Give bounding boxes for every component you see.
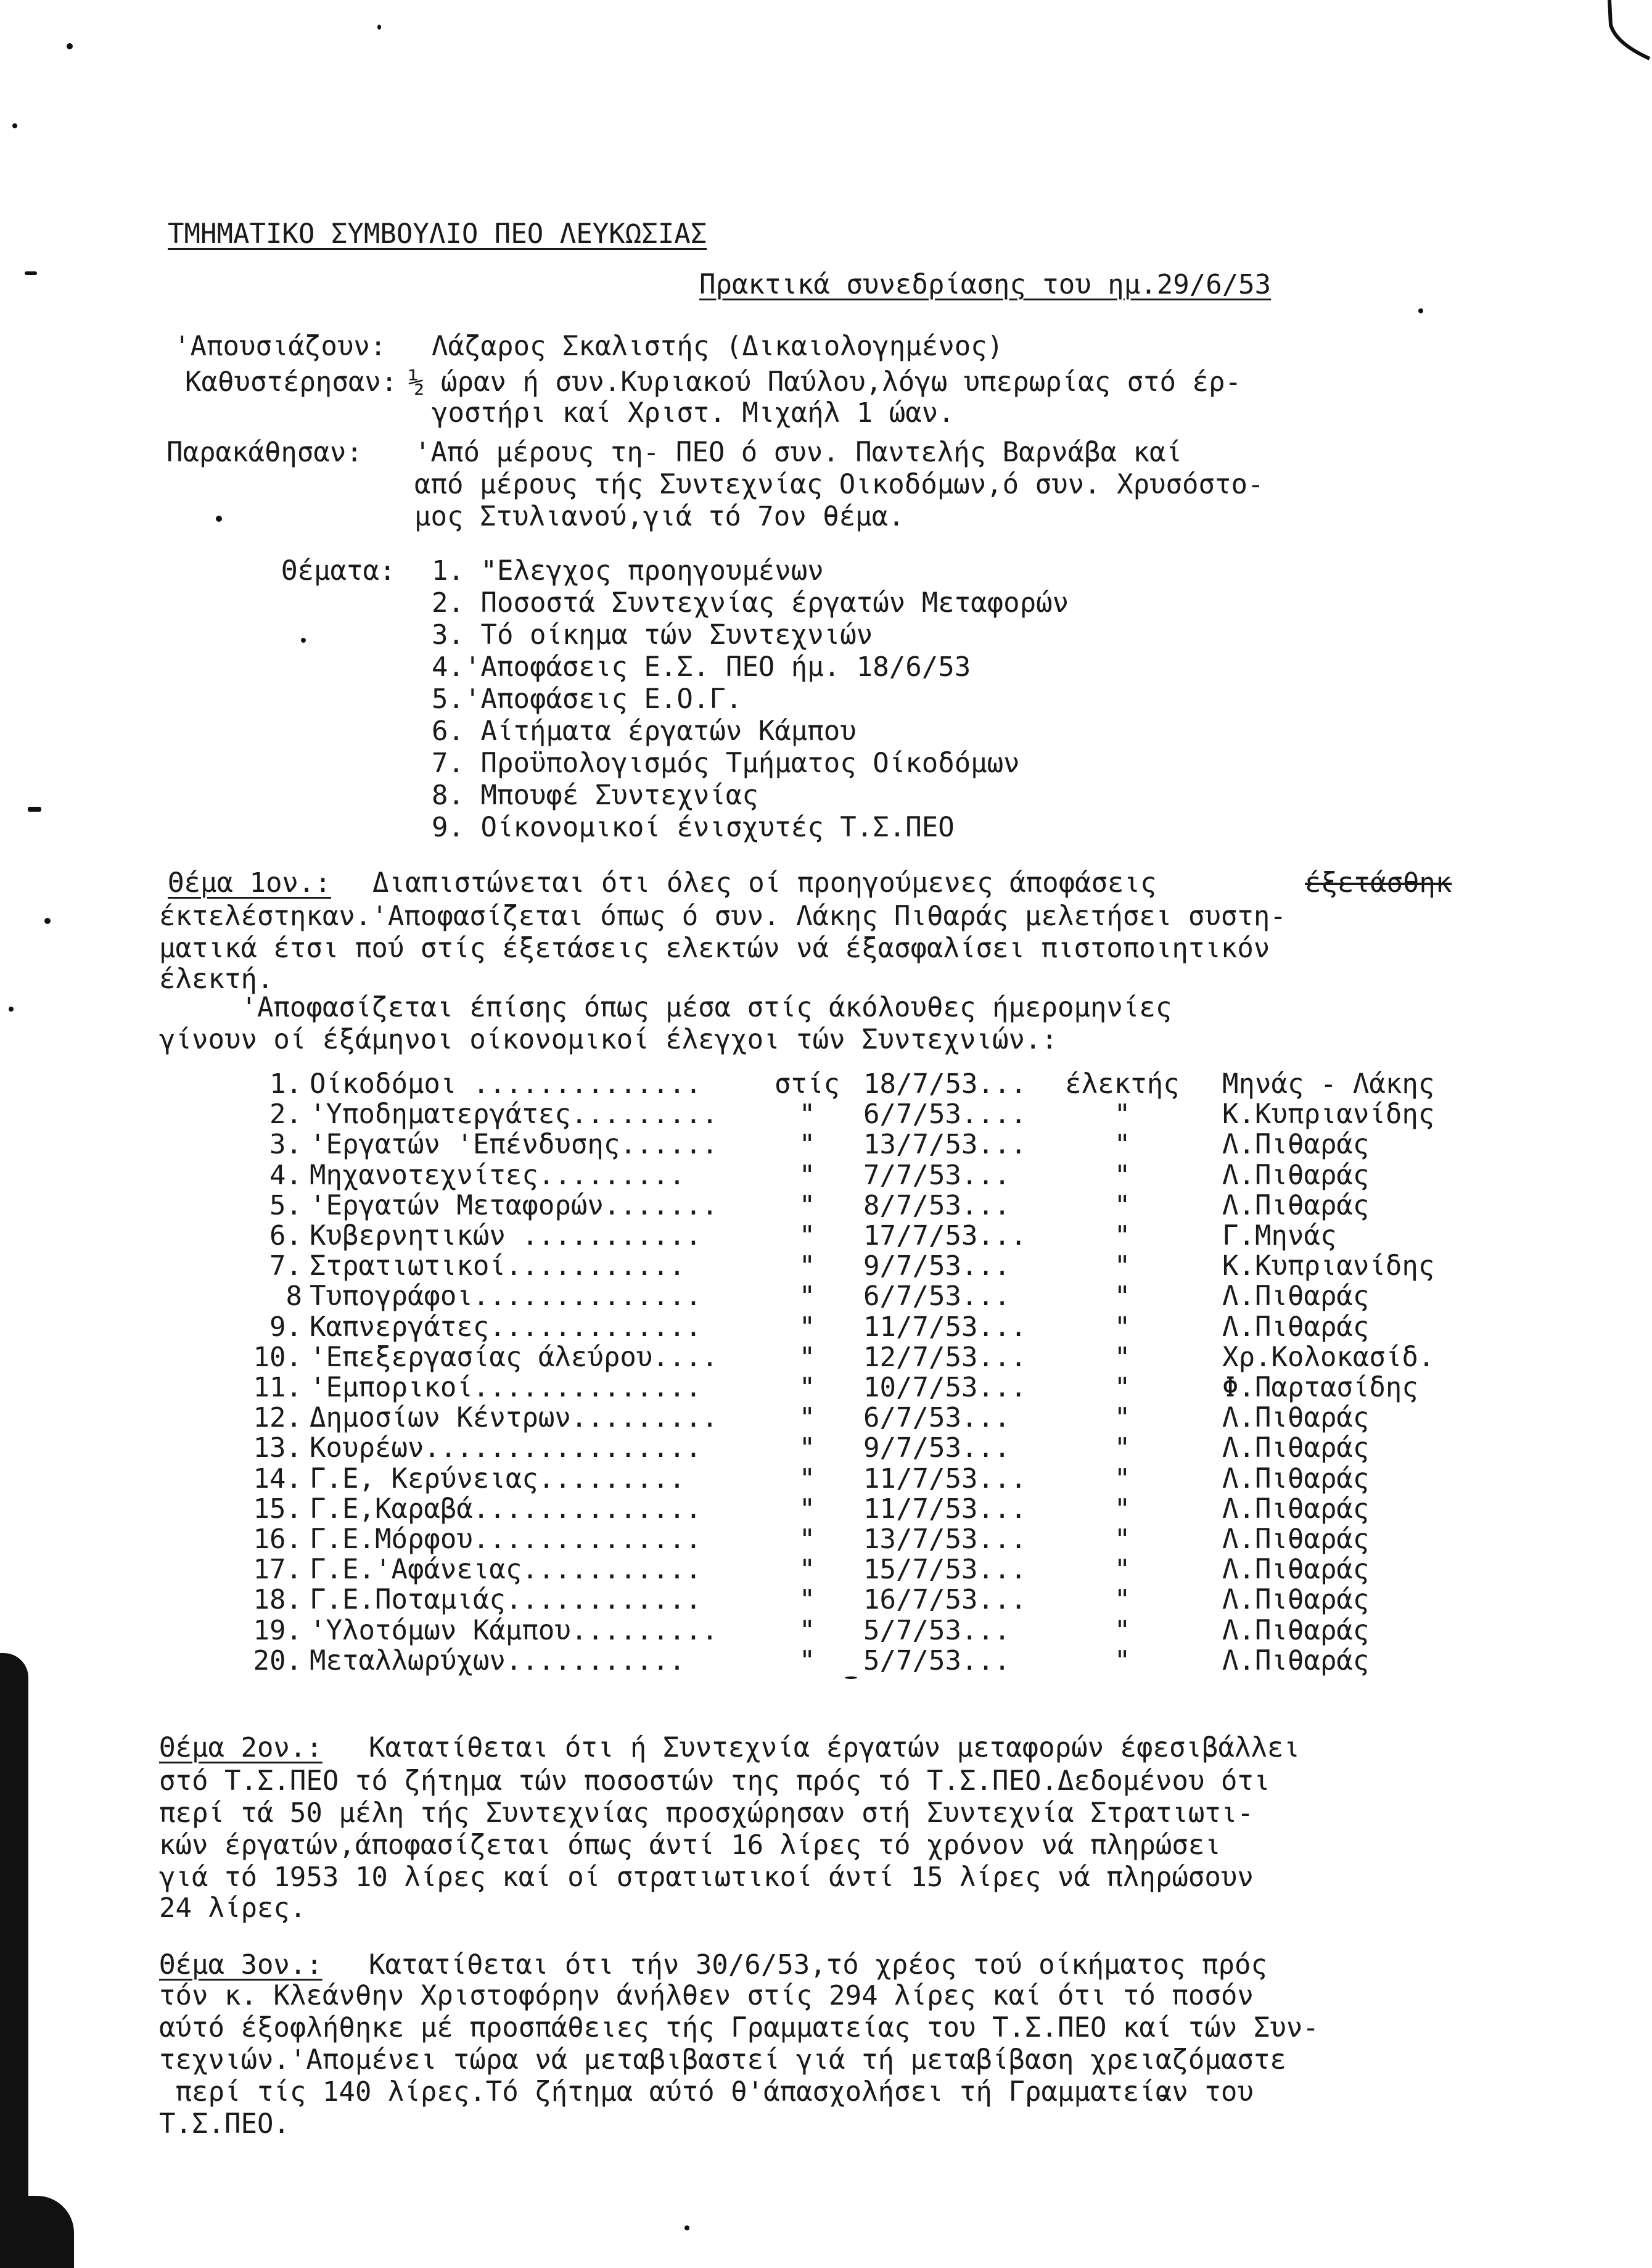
audit-date: 7/7/53...: [863, 1159, 1011, 1191]
auditor-name: Μηνάς - Λάκης: [1222, 1068, 1435, 1100]
row-number: 18.: [253, 1584, 302, 1616]
date-prefix: ": [799, 1220, 816, 1252]
agenda-item: 7. Προϋπολογισμός Τμήματος Οίκοδόμων: [432, 748, 1020, 779]
auditor-name: Λ.Πιθαράς: [1222, 1584, 1370, 1616]
role: ": [1114, 1341, 1131, 1373]
scan-speck: [25, 271, 37, 275]
union-name: 'Υλοτόμων Κάμπου.........: [310, 1614, 718, 1646]
table-row: [0, 1556, 1652, 1587]
auditor-name: Λ.Πιθαράς: [1222, 1402, 1370, 1434]
page-title: ΤΜΗΜΑΤΙΚΟ ΣΥΜΒΟΥΛΙΟ ΠΕΟ ΛΕΥΚΩΣΙΑΣ: [168, 218, 707, 250]
union-name: Γ.Ε.Μόρφου..............: [310, 1524, 702, 1555]
table-row: [0, 1432, 1652, 1466]
audit-date: 16/7/53...: [863, 1584, 1027, 1616]
row-number: 11.: [253, 1372, 302, 1403]
auditor-name: Λ.Πιθαράς: [1222, 1159, 1370, 1191]
role: ": [1114, 1462, 1131, 1495]
union-name: Δημοσίων Κέντρων.........: [310, 1402, 718, 1434]
table-row: [0, 1311, 1652, 1345]
scan-speck: [1418, 308, 1423, 313]
audit-date: 5/7/53...: [863, 1644, 1011, 1676]
audit-date: 9/7/53...: [863, 1250, 1011, 1282]
union-name: 'Εμπορικοί..............: [310, 1372, 702, 1403]
agenda-item: 6. Αίτήματα έργατών Κάμπου: [432, 715, 857, 747]
topic-2-line: κών έργατών,άποφασίζεται όπως άντί 16 λίρες τό χρόνον νά πληρώσει: [159, 1829, 1221, 1861]
auditor-name: Λ.Πιθαράς: [1222, 1311, 1370, 1343]
agenda-item: 8. Μπουφέ Συντεχνίας: [432, 780, 758, 811]
audit-date: 12/7/53...: [863, 1341, 1027, 1373]
auditor-name: Χρ.Κολοκασίδ.: [1222, 1341, 1435, 1373]
date-prefix: ": [799, 1099, 816, 1131]
table-row: [0, 1068, 1652, 1102]
role: ": [1114, 1402, 1131, 1434]
audit-date: 18/7/53...: [863, 1068, 1027, 1100]
role: ": [1114, 1372, 1131, 1403]
audit-date: 6/7/53....: [863, 1099, 1027, 1131]
auditor-name: Λ.Πιθαράς: [1222, 1524, 1370, 1555]
scan-speck: [216, 516, 222, 522]
table-row: [0, 1374, 1652, 1405]
audit-date: 5/7/53...: [863, 1614, 1011, 1646]
agenda-item: 5.'Αποφάσεις Ε.Ο.Γ.: [432, 683, 742, 715]
row-number: 14.: [253, 1462, 302, 1495]
auditor-name: Γ.Μηνάς: [1222, 1220, 1337, 1252]
auditor-name: Κ.Κυπριανίδης: [1222, 1250, 1435, 1282]
role: έλεκτής: [1065, 1068, 1180, 1100]
table-row: [0, 1250, 1652, 1284]
auditor-name: Κ.Κυπριανίδης: [1222, 1099, 1435, 1131]
union-name: Στρατιωτικοί...........: [310, 1250, 686, 1282]
audit-date: 8/7/53...: [863, 1189, 1011, 1221]
audit-date: 6/7/53...: [863, 1402, 1011, 1434]
agenda-item: 1. "Ελεγχος προηγουμένων: [432, 555, 824, 587]
scan-stain: [0, 2196, 74, 2268]
auditor-name: Λ.Πιθαράς: [1222, 1280, 1370, 1313]
row-number: 3.: [269, 1129, 302, 1161]
audit-date: 9/7/53...: [863, 1432, 1011, 1464]
audit-date: 15/7/53...: [863, 1554, 1027, 1586]
audit-date: 13/7/53...: [863, 1129, 1027, 1161]
scan-speck: [28, 807, 41, 812]
row-number: 12.: [253, 1402, 302, 1434]
topic-1-line: γίνουν οί έξάμηνοι οίκονομικοί έλεγχοι τών Συντεχνιών.:: [159, 1024, 1058, 1055]
table-row: [0, 1220, 1652, 1253]
audit-date: 11/7/53...: [863, 1311, 1027, 1343]
table-row: [0, 1189, 1652, 1223]
auditor-name: Λ.Πιθαράς: [1222, 1644, 1370, 1676]
agenda-item: 9. Οίκονομικοί ένισχυτές Τ.Σ.ΠΕΟ: [432, 812, 955, 843]
topic-2-heading: Θέμα 2ον.:: [159, 1732, 323, 1763]
row-number: 2.: [269, 1099, 302, 1131]
topic-1-line: 'Αποφασίζεται έπίσης όπως μέσα στίς άκόλουθες ήμερομηνίες: [159, 992, 1172, 1023]
union-name: 'Υποδηματεργάτες.........: [310, 1099, 718, 1131]
union-name: Γ.Ε, Κερύνειας.........: [310, 1462, 686, 1495]
late-line: γοστήρι καί Χριστ. Μιχαήλ 1 ώαν.: [432, 397, 955, 429]
row-number: 16.: [253, 1524, 302, 1555]
table-row: [0, 1159, 1652, 1193]
agenda-item: 2. Ποσοστά Συντεχνίας έργατών Μεταφορών: [432, 587, 1069, 619]
role: ": [1114, 1280, 1131, 1313]
table-row: [0, 1614, 1652, 1648]
table-row: [0, 1280, 1652, 1314]
auditor-name: Λ.Πιθαράς: [1222, 1189, 1370, 1221]
topic-2-line: στό Τ.Σ.ΠΕΟ τό ζήτημα τών ποσοστών της πρός τό Τ.Σ.ΠΕΟ.Δεδομένου ότι: [159, 1765, 1270, 1797]
union-name: 'Εργατών 'Επένδυσης......: [310, 1129, 718, 1161]
topic-2-line: περί τά 50 μέλη τής Συντεχνίας προσχώρησαν στή Συντεχνία Στρατιωτι-: [159, 1797, 1254, 1829]
scan-speck: [377, 25, 381, 30]
role: ": [1114, 1432, 1131, 1464]
role: ": [1114, 1099, 1131, 1131]
date-prefix: ": [799, 1402, 816, 1434]
date-prefix: ": [799, 1311, 816, 1343]
date-prefix: ": [799, 1341, 816, 1373]
union-name: Γ.Ε.'Αφάνειας...........: [310, 1554, 702, 1586]
topic-1-heading: Θέμα 1ον.:: [168, 867, 331, 899]
row-number: 17.: [253, 1554, 302, 1586]
absent-label: 'Απουσιάζουν:: [174, 331, 387, 362]
union-name: Μεταλλωρύχων...........: [310, 1644, 686, 1676]
date-prefix: ": [799, 1159, 816, 1191]
row-number: 9.: [269, 1311, 302, 1343]
audit-date: 17/7/53...: [863, 1220, 1027, 1252]
topic-1-line: έλεκτή.: [159, 963, 274, 995]
topic-2-line: 24 λίρες.: [159, 1892, 306, 1924]
scan-speck: [301, 638, 306, 643]
role: ": [1114, 1554, 1131, 1586]
role: ": [1114, 1644, 1131, 1676]
late-line: ½ ώραν ή συν.Κυριακού Παύλου,λόγω υπερωρίας στό έρ-: [408, 366, 1242, 398]
date-prefix: ": [799, 1432, 816, 1464]
topic-3-heading: Θέμα 3ον.:: [159, 1949, 323, 1981]
auditor-name: Λ.Πιθαράς: [1222, 1614, 1370, 1646]
row-number: 5.: [269, 1189, 302, 1221]
auditor-name: Λ.Πιθαράς: [1222, 1554, 1370, 1586]
absent-text: Λάζαρος Σκαλιστής (Δικαιολογημένος): [432, 331, 1004, 362]
topic-2-line: γιά τό 1953 10 λίρες καί οί στρατιωτικοί άντί 15 λίρες νά πληρώσουν: [159, 1862, 1254, 1893]
role: ": [1114, 1250, 1131, 1282]
audit-date: 11/7/53...: [863, 1462, 1027, 1495]
topic-1-line: ματικά έτσι πού στίς έξετάσεις ελεκτών νά έξασφαλίσει πιστοποιητικόν: [159, 933, 1270, 964]
present-line: 'Από μέρους τη- ΠΕΟ ό συν. Παντελής Βαρνάβα καί: [414, 437, 1183, 468]
role: ": [1114, 1524, 1131, 1555]
union-name: 'Επεξεργασίας άλεύρου....: [310, 1341, 718, 1373]
date-prefix: ": [799, 1372, 816, 1403]
audit-date: 13/7/53...: [863, 1524, 1027, 1555]
audit-date: 10/7/53...: [863, 1372, 1027, 1403]
row-number: 7.: [269, 1250, 302, 1282]
topic-1-first-line: Διαπιστώνεται ότι όλες οί προηγούμενες άποφάσεις: [372, 867, 1157, 899]
role: ": [1114, 1129, 1131, 1161]
role: ": [1114, 1584, 1131, 1616]
date-prefix: ": [799, 1462, 816, 1495]
union-name: Γ.Ε,Καραβά..............: [310, 1493, 702, 1525]
auditor-name: Φ.Παρτασίδης: [1222, 1372, 1418, 1403]
audit-date: 11/7/53...: [863, 1493, 1027, 1525]
scan-corner-mark: [1597, 0, 1652, 68]
union-name: Κυβερνητικών ...........: [310, 1220, 702, 1252]
table-row: [0, 1644, 1652, 1678]
role: ": [1114, 1189, 1131, 1221]
scan-speck: [9, 1007, 14, 1012]
present-line: μος Στυλιανού,γιά τό 7ον θέμα.: [414, 501, 905, 532]
date-prefix: ": [799, 1280, 816, 1313]
scan-stain: [0, 1653, 28, 2268]
topic-3-line: αύτό έξοφλήθηκε μέ προσπάθειες τής Γραμματείας του Τ.Σ.ΠΕΟ καί τών Συν-: [159, 2012, 1319, 2043]
union-name: Τυπογράφοι..............: [310, 1280, 702, 1313]
date-prefix: ": [799, 1554, 816, 1586]
topic-3-line: τόν κ. Κλεάνθην Χριστοφόρην άνήλθεν στίς 294 λίρες καί ότι τό ποσόν: [159, 1980, 1254, 2011]
date-prefix: ": [799, 1584, 816, 1616]
audit-date: 6/7/53...: [863, 1280, 1011, 1313]
struck-word: έξετάσθηκ: [1305, 867, 1452, 899]
union-name: 'Εργατών Μεταφορών.......: [310, 1189, 718, 1221]
present-label: Παρακάθησαν:: [166, 437, 363, 468]
role: ": [1114, 1493, 1131, 1525]
union-name: Καπνεργάτες.............: [310, 1311, 702, 1343]
topic-3-line: Τ.Σ.ΠΕΟ.: [159, 2108, 290, 2140]
date-prefix: στίς: [775, 1068, 840, 1100]
row-number: 15.: [253, 1493, 302, 1525]
table-row: [0, 1101, 1652, 1132]
present-line: από μέρους τής Συντεχνίας Οικοδόμων,ό συν. Χρυσόστο-: [414, 469, 1264, 500]
scan-speck: [684, 2225, 689, 2230]
topic-3-line: περί τίς 140 λίρες.Τό ζήτημα αύτό θ'άπασχολήσει τή Γραμματείαν του: [159, 2076, 1254, 2108]
row-number: 4.: [269, 1159, 302, 1191]
agenda-label: Θέματα:: [281, 555, 396, 587]
role: ": [1114, 1311, 1131, 1343]
date-prefix: ": [799, 1129, 816, 1161]
date-prefix: ": [799, 1250, 816, 1282]
topic-3-first-line: Κατατίθεται ότι τήν 30/6/53,τό χρέος τού οίκήματος πρός: [369, 1949, 1267, 1981]
scan-speck: [67, 43, 73, 49]
date-prefix: ": [799, 1524, 816, 1555]
topic-1-line: έκτελέστηκαν.'Αποφασίζεται όπως ό συν. Λάκης Πιθαράς μελετήσει συστη-: [159, 901, 1286, 932]
topic-3-line: τεχνιών.'Απομένει τώρα νά μεταβιβαστεί γιά τή μεταβίβαση χρειαζόμαστε: [159, 2044, 1286, 2076]
union-name: Οίκοδόμοι ..............: [310, 1068, 702, 1100]
table-row: [0, 1131, 1652, 1162]
row-number: 1.: [269, 1068, 302, 1100]
agenda-item: 3. Τό οίκημα τών Συντεχνιών: [432, 619, 873, 651]
table-row: [0, 1493, 1652, 1527]
union-name: Γ.Ε.Ποταμιάς............: [310, 1584, 702, 1616]
page-subtitle: Πρακτικά συνεδρίασης του ημ.29/6/53: [699, 269, 1272, 300]
agenda-item: 4.'Αποφάσεις Ε.Σ. ΠΕΟ ήμ. 18/6/53: [432, 651, 971, 683]
topic-2-first-line: Κατατίθεται ότι ή Συντεχνία έργατών μεταφορών έφεσιβάλλει: [369, 1732, 1300, 1763]
scan-speck: [44, 918, 51, 924]
row-number: 19.: [253, 1614, 302, 1646]
auditor-name: Λ.Πιθαράς: [1222, 1129, 1370, 1161]
table-row: [0, 1586, 1652, 1617]
row-number: 13.: [253, 1432, 302, 1464]
row-number: 20.: [253, 1644, 302, 1676]
audit-schedule-table: [0, 1068, 1652, 1694]
late-label: Καθυστέρησαν:: [185, 366, 398, 398]
table-row: [0, 1462, 1652, 1496]
auditor-name: Λ.Πιθαράς: [1222, 1462, 1370, 1495]
table-row: [0, 1341, 1652, 1375]
date-prefix: ": [799, 1493, 816, 1525]
auditor-name: Λ.Πιθαράς: [1222, 1432, 1370, 1464]
union-name: Κουρέων.................: [310, 1432, 702, 1464]
role: ": [1114, 1614, 1131, 1646]
row-number: 6.: [269, 1220, 302, 1252]
scan-speck: [12, 123, 17, 128]
union-name: Μηχανοτεχνίτες.........: [310, 1159, 686, 1191]
table-row: [0, 1526, 1652, 1557]
role: ": [1114, 1159, 1131, 1191]
table-row: [0, 1404, 1652, 1435]
date-prefix: ": [799, 1614, 816, 1646]
role: ": [1114, 1220, 1131, 1252]
auditor-name: Λ.Πιθαράς: [1222, 1493, 1370, 1525]
date-prefix: ": [799, 1189, 816, 1221]
row-number: 10.: [253, 1341, 302, 1373]
row-number: 8: [286, 1280, 302, 1313]
date-prefix: ": [799, 1644, 816, 1676]
